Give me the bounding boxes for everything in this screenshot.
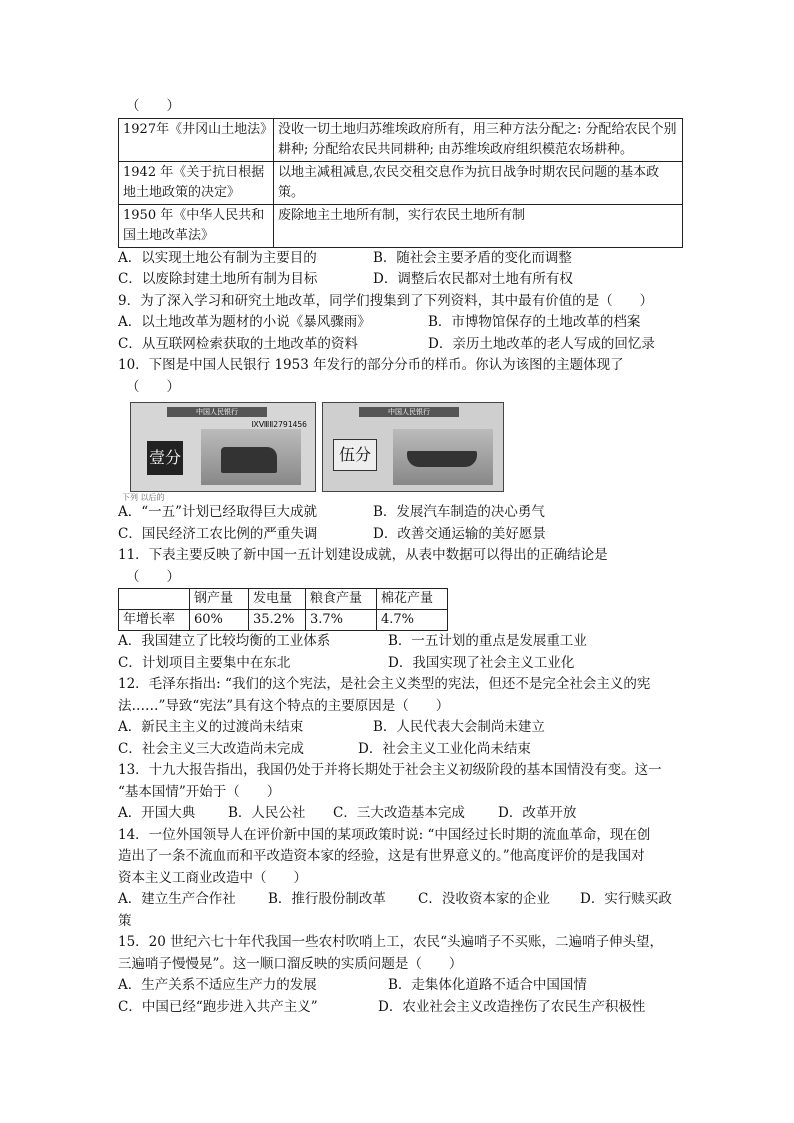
q14-option-b[interactable]: B．推行股份制改革 [268, 891, 386, 907]
q14-stem-line1: 14．一位外国领导人在评价新中国的某项政策时说: “中国经过长时期的流血革命，现在创 [118, 826, 651, 843]
q12-options-row2 [118, 739, 688, 761]
q8-options-row1 [118, 248, 688, 270]
q10-option-b[interactable]: B．发展汽车制造的决心勇气 [373, 504, 545, 520]
table-row [119, 161, 683, 204]
q15-option-d[interactable]: D．农业社会主义改造挫伤了农民生产积极性 [378, 998, 646, 1015]
truck-vignette-icon [201, 429, 301, 485]
image-caption-fragment: 下列 以后的 [122, 493, 165, 502]
q13-options-row [118, 803, 688, 825]
q11-option-a[interactable]: A．我国建立了比较均衡的工业体系 [118, 633, 331, 649]
table-header-cell: 粮食产量 [306, 589, 377, 610]
q14-options-row [118, 889, 688, 911]
q15-option-c[interactable]: C．中国已经“跑步进入共产主义” [118, 998, 318, 1015]
q11-paren: （ ） [126, 568, 180, 585]
q10-option-a[interactable]: A．“一五”计划已经取得巨大成就 [118, 504, 318, 520]
q12-options-row1 [118, 717, 688, 739]
q9-options-row1 [118, 312, 688, 334]
table-cell: 1950 年《中华人民共和国土地改革法》 [119, 204, 274, 247]
banknote-denomination: 壹分 [147, 441, 183, 475]
table-cell: 以地主减租减息,农民交租交息作为抗日战争时期农民问题的基本政策。 [274, 161, 683, 204]
q8-option-a[interactable]: A．以实现土地公有制为主要目的 [118, 249, 317, 266]
table-cell: 没收一切土地归苏维埃政府所有，用三种方法分配之: 分配给农民个别耕种; 分配给农民共同耕种; 由苏维埃政府组织模范农场耕种。 [274, 118, 683, 161]
q14-option-c[interactable]: C．没收资本家的企业 [418, 891, 550, 907]
table-cell: 1942 年《关于抗日根据地土地政策的决定》 [119, 161, 274, 204]
q9-option-b[interactable]: B．市博物馆保存的土地改革的档案 [428, 314, 641, 330]
table-header-cell: 钢产量 [190, 589, 249, 610]
q12-option-a[interactable]: A．新民主主义的过渡尚未结束 [118, 719, 304, 735]
q12-stem-line1: 12．毛泽东指出: “我们的这个宪法，是社会主义类型的宪法，但还不是完全社会主义的宪 [118, 676, 651, 692]
q10-option-c[interactable]: C．国民经济工农比例的严重失调 [118, 525, 318, 542]
q8-paren: （ ） [126, 98, 180, 114]
q13-option-a[interactable]: A．开国大典 [118, 805, 196, 821]
q9-option-c[interactable]: C．从互联网检索获取的土地改革的资料 [118, 335, 358, 352]
q15-option-a[interactable]: A．生产关系不适应生产力的发展 [118, 977, 317, 993]
q11-options-row1 [118, 631, 688, 653]
q10-option-d[interactable]: D．改善交通运输的美好愿景 [373, 525, 546, 542]
q14-stem-line3: 资本主义工商业改造中（ ） [118, 869, 307, 886]
q8-option-c[interactable]: C．以废除封建土地所有制为目标 [118, 271, 318, 287]
table-cell: 4.7% [377, 610, 448, 631]
q14-stem-line2: 造出了一条不流血而和平改造资本家的经验，这是有世界意义的。”他高度评价的是我国对 [118, 848, 645, 864]
table-row [119, 118, 683, 161]
q9-stem: 9．为了深入学习和研究土地改革，同学们搜集到了下列资料，其中最有价值的是（ ） [118, 292, 654, 309]
q11-option-b[interactable]: B．一五计划的重点是发展重工业 [388, 633, 587, 649]
q8-option-d[interactable]: D．调整后农民都对土地有所有权 [373, 271, 573, 287]
q13-stem-line2: “基本国情”开始于（ ） [118, 783, 281, 800]
table-cell: 35.2% [249, 610, 306, 631]
q13-stem-line1: 13．十九大报告指出，我国仍处于并将长期处于社会主义初级阶段的基本国情没有变。这一 [118, 762, 662, 778]
q13-option-c[interactable]: C．三大改造基本完成 [333, 805, 465, 821]
banknote-serial: ⅨⅧⅡ2791456 [251, 420, 307, 429]
q9-option-d[interactable]: D．亲历土地改革的老人写成的回忆录 [428, 335, 655, 352]
q14-option-d-wrap: 策 [118, 912, 132, 929]
banknote-five-fen [322, 402, 504, 492]
table-row [119, 204, 683, 247]
table-cell: 废除地主土地所有制，实行农民土地所有制 [274, 204, 683, 247]
table-header-cell: 棉花产量 [377, 589, 448, 610]
q10-stem: 10．下图是中国人民银行 1953 年发行的部分分币的样币。你认为该图的主题体现了 [118, 357, 624, 373]
q10-options-row2 [118, 524, 688, 546]
q9-option-a[interactable]: A．以土地改革为题材的小说《暴风骤雨》 [118, 314, 371, 330]
q14-option-d[interactable]: D．实行赎买政 [580, 891, 672, 907]
banknote-one-fen [130, 402, 316, 492]
q11-options-row2 [118, 653, 688, 675]
q15-options-row1 [118, 975, 688, 997]
banknote-header: 中国人民银行 [359, 407, 459, 417]
q12-stem-line2: 法……”导致“宪法”具有这个特点的主要原因是（ ） [118, 697, 450, 714]
q11-option-c[interactable]: C．计划项目主要集中在东北 [118, 654, 291, 671]
q12-option-c[interactable]: C．社会主义三大改造尚未完成 [118, 740, 304, 757]
banknote-images [130, 402, 688, 492]
q15-options-row2 [118, 997, 688, 1019]
q12-option-b[interactable]: B．人民代表大会制尚未建立 [373, 719, 545, 735]
q10-paren: （ ） [126, 378, 180, 395]
q10-options-row1 [118, 502, 688, 524]
q8-options-row2 [118, 269, 688, 291]
q12-option-d[interactable]: D．社会主义工业化尚未结束 [358, 740, 531, 757]
q13-option-d[interactable]: D．改革开放 [498, 805, 577, 821]
table-cell: 60% [190, 610, 249, 631]
q11-stem: 11．下表主要反映了新中国一五计划建设成就，从表中数据可以得出的正确结论是 [118, 547, 608, 563]
q14-option-a[interactable]: A．建立生产合作社 [118, 891, 236, 907]
ship-vignette-icon [393, 429, 493, 485]
table-header-cell [119, 589, 190, 610]
table-header-cell: 发电量 [249, 589, 306, 610]
q15-option-b[interactable]: B．走集体化道路不适合中国国情 [388, 977, 587, 993]
q8-option-b[interactable]: B．随社会主要矛盾的变化而调整 [373, 249, 572, 266]
q8-law-table [118, 118, 683, 248]
q13-option-b[interactable]: B．人民公社 [228, 805, 306, 821]
q15-stem-line2: 三遍哨子慢慢晃”。这一顺口溜反映的实质问题是（ ） [118, 955, 463, 972]
table-header-row [119, 589, 448, 610]
q11-growth-table [118, 588, 448, 631]
banknote-denomination: 伍分 [333, 439, 377, 471]
exam-page [118, 96, 688, 1018]
q9-options-row2 [118, 334, 688, 356]
table-cell: 年增长率 [119, 610, 190, 631]
table-cell: 1927年《井冈山土地法》 [119, 118, 274, 161]
banknote-header: 中国人民银行 [167, 407, 267, 417]
table-row [119, 610, 448, 631]
q11-option-d[interactable]: D．我国实现了社会主义工业化 [388, 654, 575, 671]
table-cell: 3.7% [306, 610, 377, 631]
q15-stem-line1: 15．20 世纪六七十年代我国一些农村吹哨上工，农民“头遍哨子不买账，二遍哨子伸头望， [118, 934, 664, 950]
